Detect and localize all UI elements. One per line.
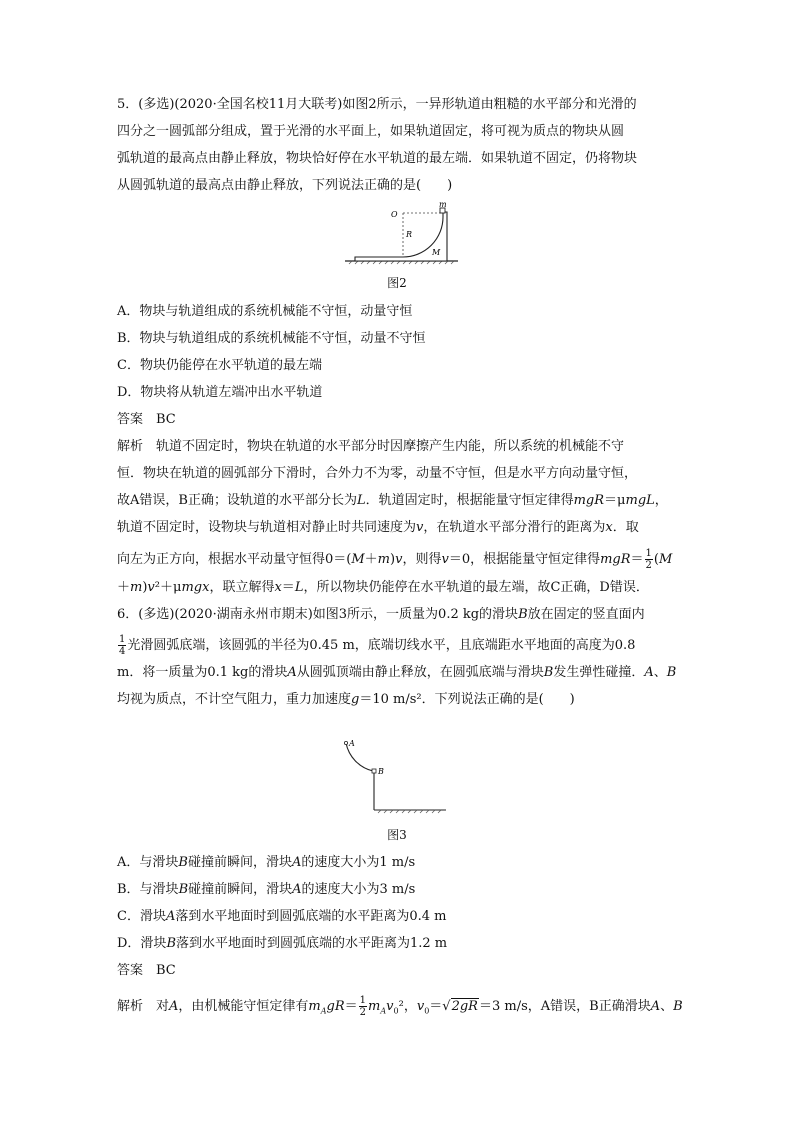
label-a: A (349, 739, 355, 748)
label-big-m: M (432, 248, 441, 257)
block-a (344, 741, 347, 744)
q6-answer: 答案 BC (117, 963, 176, 978)
figure-3-caption: 图3 (387, 828, 407, 842)
q5-answer: 答案 BC (117, 412, 176, 427)
q5-analysis-line-5: 向左为正方向，根据水平动量守恒得0＝(M＋m)v，则得v＝0，根据能量守恒定律得mgR＝ $\frac{1}{2}$ (M (117, 548, 673, 571)
fraction-half: $\frac{1}{2}$ (645, 548, 652, 571)
q5-analysis-line-3: 故A错误，B正确；设轨道的水平部分长为L．轨道固定时，根据能量守恒定律得mgR＝μmgL， (117, 493, 668, 508)
q5-line-2: 四分之一圆弧部分组成，置于光滑的水平面上，如果轨道固定，将可视为质点的物块从圆 (117, 124, 625, 139)
fraction-half: $\frac{1}{2}$ (359, 995, 367, 1018)
q5-option-b: B．物块与轨道组成的系统机械能不守恒，动量不守恒 (117, 331, 426, 346)
q6-option-c: C．滑块A落到水平地面时到圆弧底端的水平距离为0.4 m (117, 909, 447, 924)
fraction-quarter: $\frac{1}{4}$ (119, 634, 126, 657)
q5-analysis-line-4: 轨道不固定时，设物块与轨道相对静止时共同速度为v，在轨道水平部分滑行的距离为x．取 (117, 520, 639, 535)
q5-analysis-line-6: ＋m)v²＋μmgx，联立解得x＝L，所以物块仍能停在水平轨道的最左端，故C正确，D错误． (117, 580, 649, 595)
q5-line-4: 从圆弧轨道的最高点由静止释放，下列说法正确的是( ) (117, 178, 453, 193)
figure-2 (345, 200, 460, 270)
q6-option-a: A．与滑块B碰撞前瞬间，滑块A的速度大小为1 m/s (117, 855, 416, 870)
label-o: O (391, 210, 398, 219)
figure-3 (338, 715, 450, 815)
q5-option-a: A．物块与轨道组成的系统机械能不守恒，动量守恒 (117, 304, 413, 319)
q6-analysis-line-1: 解析 对A，由机械能守恒定律有$m_AgR=$ $\frac{1}{2}$ $m_Av_0^2$，$v_0=√2gR=3$ m/s，A错误，B正确滑块A、B (117, 995, 683, 1018)
q5-line-3: 弧轨道的最高点由静止释放，物块恰好停在水平轨道的最左端．如果轨道不固定，仍将物块 (117, 151, 638, 166)
q5-analysis-line-1: 解析 轨道不固定时，物块在轨道的水平部分时因摩擦产生内能，所以系统的机械能不守 (117, 439, 625, 454)
q6-option-b: B．与滑块B碰撞前瞬间，滑块A的速度大小为3 m/s (117, 882, 416, 897)
q6-line-3: m．将一质量为0.1 kg的滑块A从圆弧顶端由静止释放，在圆弧底端与滑块B发生弹性碰撞．A、B (117, 665, 677, 680)
figure-2-caption: 图2 (387, 276, 407, 290)
label-r: R (406, 230, 413, 239)
q6-line-4: 均视为质点，不计空气阻力，重力加速度g＝10 m/s²．下列说法正确的是( ) (117, 692, 575, 707)
q5-analysis-line-2: 恒．物块在轨道的圆弧部分下滑时，合外力不为零，动量不守恒，但是水平方向动量守恒， (117, 466, 638, 481)
q5-option-c: C．物块仍能停在水平轨道的最左端 (117, 358, 322, 373)
q6-line-2: $\frac{1}{4}$ 光滑圆弧底端，该圆弧的半径为0.45 m，底端切线水平，且底端距水平地面的高度为0.8 (119, 634, 636, 657)
q5-option-d: D．物块将从轨道左端冲出水平轨道 (117, 385, 323, 400)
q5-line-1: 5．(多选)(2020·全国名校11月大联考)如图2所示，一异形轨道由粗糙的水平部分和光滑的 (117, 97, 637, 112)
label-m: m (439, 200, 447, 209)
q6-option-d: D．滑块B落到水平地面时到圆弧底端的水平距离为1.2 m (117, 936, 448, 951)
q6-line-1: 6．(多选)(2020·湖南永州市期末)如图3所示，一质量为0.2 kg的滑块B放在固定的竖直面内 (117, 607, 645, 622)
block-b (372, 769, 376, 773)
label-b: B (378, 767, 384, 776)
